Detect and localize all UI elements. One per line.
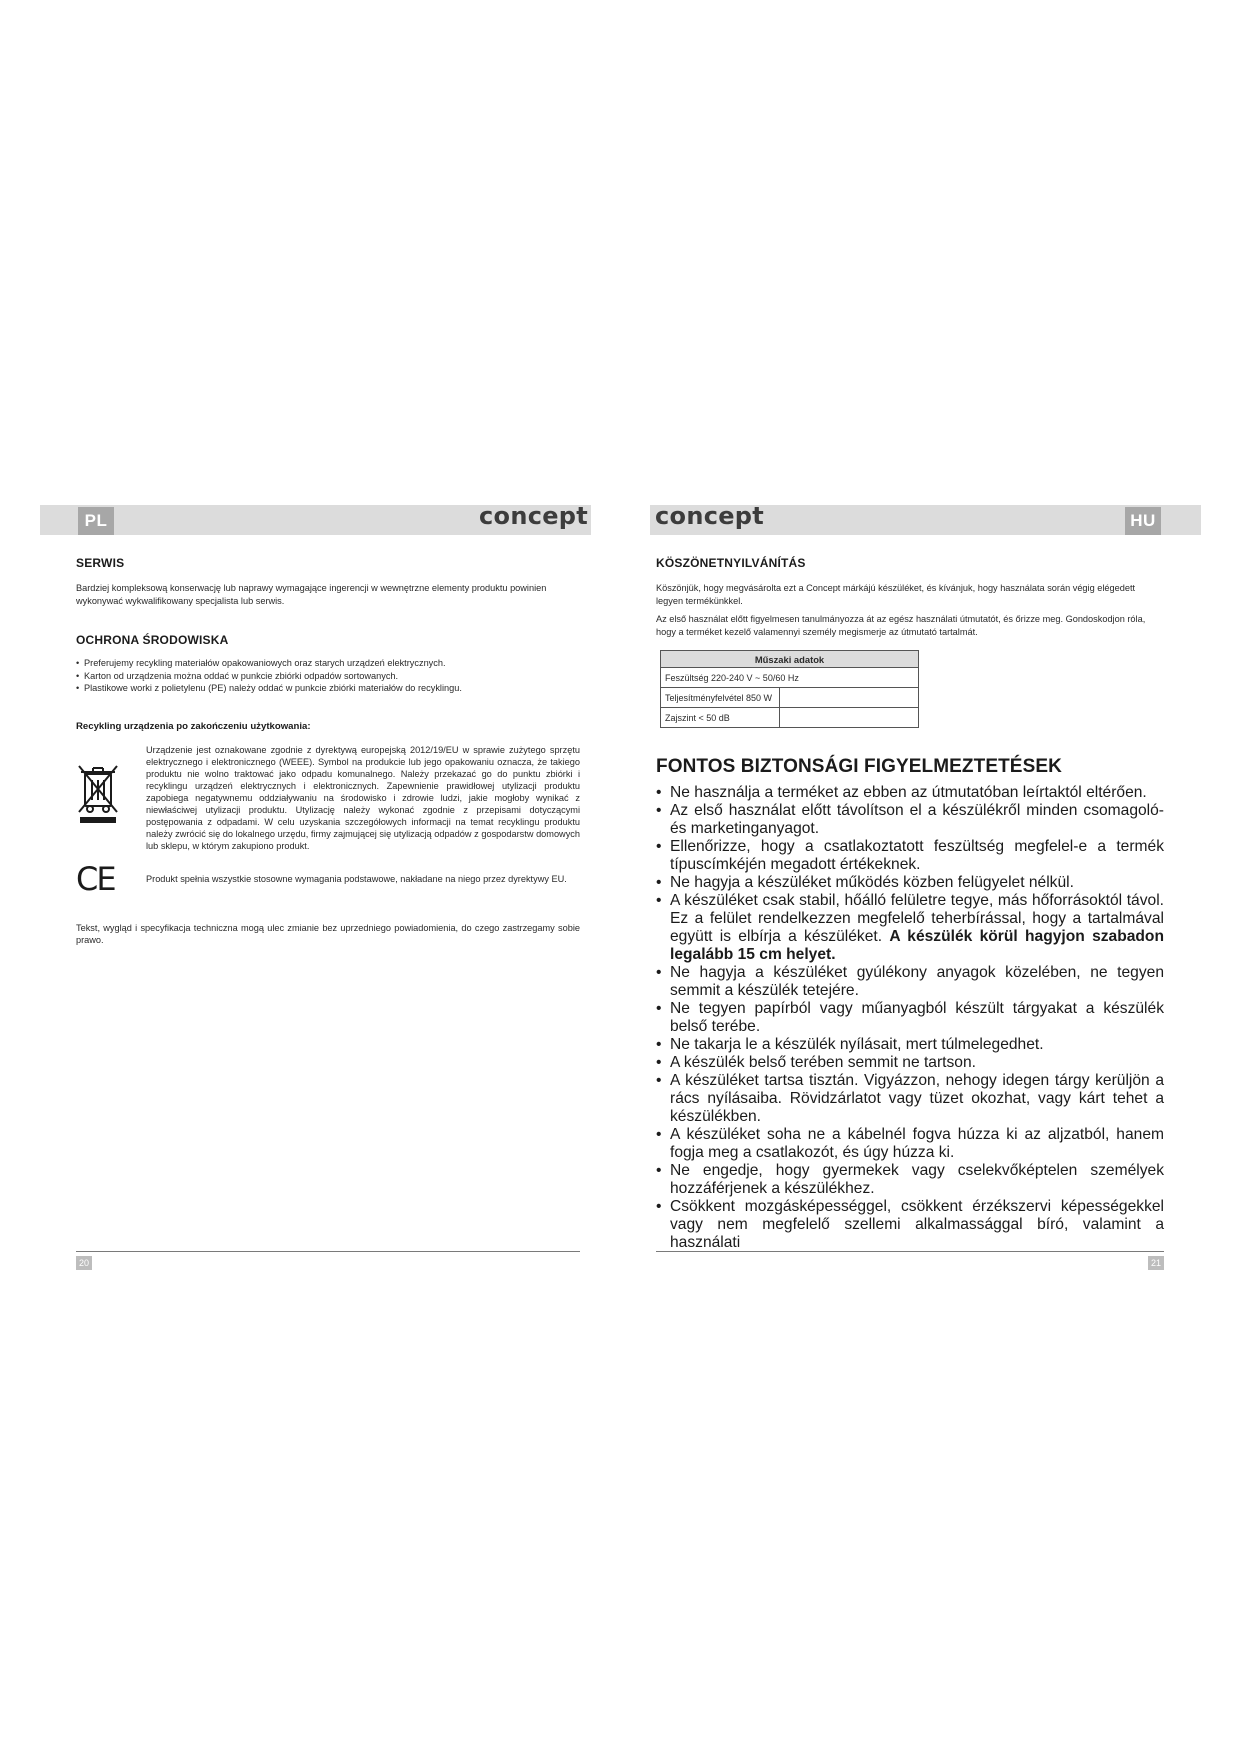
list-item: • Ne engedje, hogy gyermekek vagy cselekvőképtelen személyek hozzáférjenek a készülékhez. <box>656 1162 1164 1198</box>
footer-divider-right <box>656 1251 1164 1252</box>
list-item: • Karton od urządzenia można oddać w punkcie zbiórki odpadów sortowanych. <box>76 670 580 683</box>
thanks-text-2: Az első használat előtt figyelmesen tanulmányozza át az egész használati útmutatót, és őrizze meg. Gondoskodjon róla, hogy a terméket kezelő valamennyi személy megismerje az útmutató tartalmát. <box>656 614 1146 637</box>
thanks-text-1: Köszönjük, hogy megvásárolta ezt a Concept márkájú készüléket, és kívánjuk, hogy használata során végig elégedett legyen termékünkkel. <box>656 583 1136 606</box>
table-row <box>661 708 919 728</box>
list-item: • A készülék belső terében semmit ne tartson. <box>656 1054 1164 1072</box>
safety-heading: FONTOS BIZTONSÁGI FIGYELMEZTETÉSEK <box>656 756 1062 777</box>
spec-voltage: Feszültség 220-240 V ~ 50/60 Hz <box>661 668 919 688</box>
ce-mark-icon: CE <box>76 859 115 898</box>
disclaimer-text: Tekst, wygląd i specyfikacja techniczna mogą ulec zmianie bez uprzedniego powiadomienia, do czego zastrzegamy sobie prawo. <box>76 922 580 945</box>
ce-text: Produkt spełnia wszystkie stosowne wymagania podstawowe, nakładane na niego przez dyrektywy EU. <box>146 873 567 884</box>
page-number-left: 20 <box>76 1256 92 1270</box>
language-badge-pl: PL <box>78 507 114 535</box>
serwis-text: Bardziej kompleksową konserwację lub naprawy wymagające ingerencji w wewnętrzne elementy produktu powinien wykonywać wykwalifikowany specjalista lub serwis. <box>76 583 547 606</box>
concept-logo-left: concept <box>479 502 589 530</box>
spec-power: Teljesítményfelvétel 850 W <box>661 688 780 708</box>
serwis-heading: SERWIS <box>76 556 125 570</box>
weee-text: Urządzenie jest oznakowane zgodnie z dyrektywą europejską 2012/19/EU w sprawie zużytego sprzętu elektrycznego i elektronicznego (WEEE). Symbol na produkcie lub jego opakowaniu oznacza, że takiego produktu nie wolno traktować jako odpadu komunalnego. Należy przekazać go do punktu zbiórki i recyklingu urządzeń elektrycznych i elektronicznych. Zapewnienie prawidłowej utylizacji produktu zapobiega negatywnemu oddziaływaniu na środowisko i zdrowie ludzi, jakie mogłoby wynikać z niewłaściwej utylizacji produktu. Utylizację należy wykonać zgodnie z przepisami dotyczącymi postępowania z odpadami. W celu uzyskania szczegółowych informacji na temat recyklingu produktu należy zwrócić się do lokalnego urzędu, firmy zajmującej się utylizacją odpadów z gospodarstw domowych lub sklepu, w którym zakupiono produkt. <box>146 744 580 851</box>
list-item: • Csökkent mozgásképességgel, csökkent érzékszervi képességekkel vagy nem megfelelő szellemi alkalmassággal bíró, valamint a használati <box>656 1198 1164 1252</box>
ochrona-heading: OCHRONA ŚRODOWISKA <box>76 633 229 647</box>
page-left-pl <box>76 556 580 953</box>
list-item: • Ne hagyja a készüléket működés közben felügyelet nélkül. <box>656 874 1164 892</box>
spec-empty-cell <box>780 708 919 728</box>
list-item: • A készüléket soha ne a kábelnél fogva húzza ki az aljzatból, hanem fogja meg a csatlakozót, és úgy húzza ki. <box>656 1126 1164 1162</box>
spec-empty-cell <box>780 688 919 708</box>
stable-surface-text: A készüléket csak stabil, hőálló felületre tegye, más hőforrásoktól távol. Ez a felület rendelkezzen megfelelő teherbírással, hogy a tartalmával együtt is elbírja a készüléket. <box>670 892 1164 945</box>
list-item: • Ne használja a terméket az ebben az útmutatóban leírtaktól eltérően. <box>656 784 1164 802</box>
list-item: • Az első használat előtt távolítson el a készülékről minden csomagoló- és marketinganyagot. <box>656 802 1164 838</box>
list-item: • Ne takarja le a készülék nyílásait, mert túlmelegedhet. <box>656 1036 1164 1054</box>
table-row <box>661 668 919 688</box>
footer-divider-left <box>76 1251 580 1252</box>
spec-noise: Zajszint < 50 dB <box>661 708 780 728</box>
thanks-heading: KÖSZÖNETNYILVÁNÍTÁS <box>656 556 806 570</box>
page-right-hu <box>656 556 1164 1252</box>
list-item: • Plastikowe worki z polietylenu (PE) należy oddać w punkcie zbiórki materiałów do recyklingu. <box>76 682 580 695</box>
spec-table <box>660 650 919 728</box>
list-item: • Ne tegyen papírból vagy műanyagból készült tárgyakat a készülék belső terébe. <box>656 1000 1164 1036</box>
weee-section <box>76 744 580 852</box>
ochrona-list <box>76 657 580 695</box>
weee-bin-icon <box>76 744 146 829</box>
concept-logo-right: concept <box>655 502 765 530</box>
safety-list <box>656 784 1164 1252</box>
list-item: • Ne hagyja a készüléket gyúlékony anyagok közelében, ne tegyen semmit a készülék tetejére. <box>656 964 1164 1000</box>
list-item: • A készüléket tartsa tisztán. Vigyázzon, nehogy idegen tárgy kerüljön a rács nyílásaiba. Rövidzárlatot vagy tüzet okozhat, vagy kárt tehet a készülékben. <box>656 1072 1164 1126</box>
list-item: • Preferujemy recykling materiałów opakowaniowych oraz starych urządzeń elektrycznych. <box>76 657 580 670</box>
list-item: • Ellenőrizze, hogy a csatlakoztatott feszültség megfelel-e a termék típuscímkéjén megadott értékeknek. <box>656 838 1164 874</box>
stable-surface-bold-text: A készülék körül hagyjon szabadon legalább 15 cm helyet. <box>670 928 1164 963</box>
recykling-heading: Recykling urządzenia po zakończeniu użytkowania: <box>76 720 311 732</box>
table-row <box>661 688 919 708</box>
language-badge-hu: HU <box>1125 507 1161 535</box>
list-item <box>656 892 1164 964</box>
ce-section <box>76 860 580 898</box>
page-number-right: 21 <box>1148 1256 1164 1270</box>
spec-table-header: Műszaki adatok <box>661 651 919 668</box>
